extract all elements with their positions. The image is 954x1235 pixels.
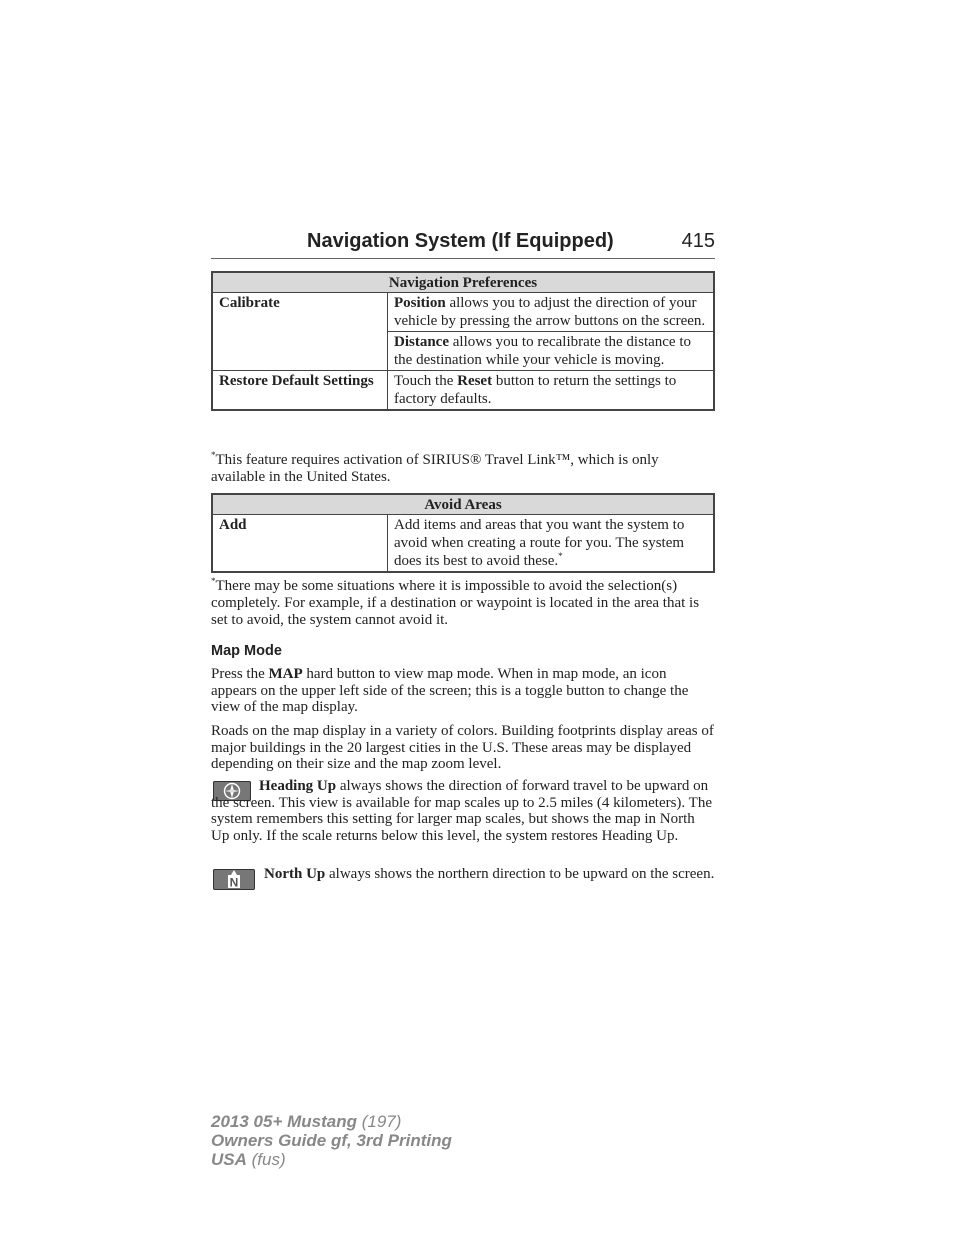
restore-cell bbox=[388, 371, 715, 411]
distance-term: Distance bbox=[394, 334, 449, 350]
position-term: Position bbox=[394, 295, 446, 311]
footnote-text: There may be some situations where it is impossible to avoid the selection(s) completely. For example, if a destination or waypoint is located in the area that is set to avoid, the system cannot avoid it. bbox=[211, 578, 700, 628]
table-heading: Avoid Areas bbox=[212, 494, 714, 515]
restore-label: Restore Default Settings bbox=[212, 371, 388, 411]
table-row bbox=[212, 371, 714, 411]
table-heading: Navigation Preferences bbox=[212, 272, 714, 293]
footer-line-1 bbox=[211, 1112, 452, 1131]
footer-model: 2013 05+ Mustang bbox=[211, 1112, 357, 1131]
p1-post: hard button to view map mode. When in map mode, an icon appears on the upper left side of the screen; this is a toggle button to change the view of the map display. bbox=[211, 666, 689, 715]
footer-line-3 bbox=[211, 1150, 452, 1169]
restore-post: button to return the settings to factory defaults. bbox=[394, 373, 677, 407]
map-mode-paragraph-2: Roads on the map display in a variety of colors. Building footprints display areas of major buildings in the 20 largest cities in the U.S. These areas may be displayed depending on their size and the map zoom level. bbox=[211, 723, 714, 772]
reset-term: Reset bbox=[457, 373, 493, 389]
p1-pre: Press the bbox=[211, 666, 269, 682]
north-up-paragraph bbox=[211, 866, 715, 883]
footnote-avoid bbox=[211, 578, 715, 629]
footer-guide: Owners Guide gf, 3rd Printing bbox=[211, 1131, 452, 1150]
add-text: Add items and areas that you want the system to avoid when creating a route for you. The system does its best to avoid these. bbox=[394, 517, 685, 569]
footnote-mark: * bbox=[211, 576, 216, 586]
north-up-text: always shows the northern direction to be upward on the screen. bbox=[325, 866, 715, 882]
north-icon-letter: N bbox=[229, 875, 239, 890]
footer-code: (197) bbox=[357, 1112, 402, 1131]
page-footer bbox=[211, 1112, 452, 1169]
page-header bbox=[211, 228, 715, 259]
distance-cell bbox=[388, 332, 715, 371]
heading-up-term: Heading Up bbox=[259, 778, 337, 794]
restore-pre: Touch the bbox=[394, 373, 458, 389]
calibrate-label: Calibrate bbox=[212, 293, 388, 371]
footnote-mark: * bbox=[558, 551, 563, 561]
section-heading-map-mode: Map Mode bbox=[211, 643, 282, 659]
footnote-mark: * bbox=[211, 450, 216, 460]
avoid-areas-table bbox=[211, 493, 715, 573]
footer-market-code: (fus) bbox=[246, 1150, 286, 1169]
navigation-preferences-table bbox=[211, 271, 715, 411]
distance-text: allows you to recalibrate the distance to the destination while your vehicle is moving. bbox=[394, 334, 691, 368]
north-up-term: North Up bbox=[264, 866, 326, 882]
table-row bbox=[212, 515, 714, 573]
page-title: Navigation System (If Equipped) bbox=[307, 230, 614, 252]
page-number: 415 bbox=[681, 230, 715, 252]
position-text: allows you to adjust the direction of your vehicle by pressing the arrow buttons on the screen. bbox=[394, 295, 706, 329]
position-cell bbox=[388, 293, 715, 332]
map-term: MAP bbox=[268, 666, 303, 682]
footer-market: USA bbox=[211, 1150, 247, 1169]
footnote-text: This feature requires activation of SIRIUS® Travel Link™, which is only available in the United States. bbox=[211, 452, 659, 485]
map-mode-paragraph-1 bbox=[211, 666, 715, 716]
heading-up-paragraph bbox=[211, 778, 715, 844]
footer-line-2 bbox=[211, 1131, 452, 1150]
add-cell bbox=[388, 515, 715, 573]
footnote-sirius bbox=[211, 452, 715, 486]
heading-up-text: always shows the direction of forward travel to be upward on the screen. This view is available for map scales up to 2.5 miles (4 kilometers). The system remembers this setting for larger map scales, but shows the map in North Up only. If the scale returns below this level, the system restores Heading Up. bbox=[211, 778, 712, 844]
add-label: Add bbox=[212, 515, 388, 573]
table-row bbox=[212, 293, 714, 332]
